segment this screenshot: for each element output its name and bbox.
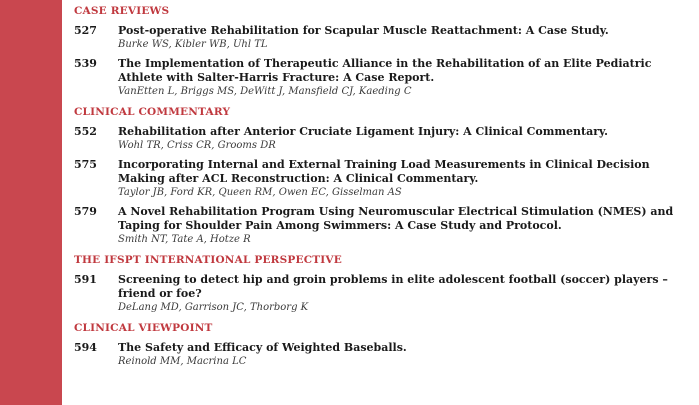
toc-entry[interactable]: [74, 158, 686, 199]
page-number: 591: [74, 273, 97, 286]
section-heading: CLINICAL VIEWPOINT: [74, 322, 213, 334]
side-color-band: [0, 0, 62, 405]
page-number: 539: [74, 57, 97, 70]
toc-entry[interactable]: [74, 24, 686, 51]
article-title[interactable]: The Implementation of Therapeutic Alliance in the Rehabilitation of an Elite Pediatric Athlete with Salter-Harris Fracture: A Case Report.: [118, 57, 652, 84]
section-clinical-viewpoint: [74, 321, 686, 368]
page-number: 594: [74, 341, 97, 354]
section-heading: CASE REVIEWS: [74, 5, 170, 17]
article-authors: Reinold MM, Macrina LC: [118, 356, 247, 367]
toc-entry[interactable]: [74, 205, 686, 246]
section-heading: CLINICAL COMMENTARY: [74, 106, 231, 118]
article-authors: Burke WS, Kibler WB, Uhl TL: [118, 39, 268, 50]
section-clinical-commentary: [74, 105, 686, 246]
page-number: 579: [74, 205, 97, 218]
article-title[interactable]: The Safety and Efficacy of Weighted Baseballs.: [118, 341, 407, 354]
article-authors: DeLang MD, Garrison JC, Thorborg K: [118, 302, 309, 313]
article-title[interactable]: Post-operative Rehabilitation for Scapular Muscle Reattachment: A Case Study.: [118, 24, 609, 37]
section-heading: THE IFSPT INTERNATIONAL PERSPECTIVE: [74, 254, 342, 266]
article-authors: Wohl TR, Criss CR, Grooms DR: [118, 140, 276, 151]
article-title[interactable]: Screening to detect hip and groin problems in elite adolescent football (soccer) players – friend or foe?: [118, 273, 668, 300]
article-authors: Smith NT, Tate A, Hotze R: [118, 234, 251, 245]
page-number: 575: [74, 158, 97, 171]
page-number: 527: [74, 24, 97, 37]
toc-entry[interactable]: [74, 341, 686, 368]
toc-entry[interactable]: [74, 273, 686, 314]
toc-entry[interactable]: [74, 57, 686, 98]
article-title[interactable]: A Novel Rehabilitation Program Using Neuromuscular Electrical Stimulation (NMES) and Taping for Shoulder Pain Among Swimmers: A Case Study and Protocol.: [118, 205, 674, 232]
toc-entry[interactable]: [74, 125, 686, 152]
section-case-reviews: [74, 4, 686, 98]
article-authors: Taylor JB, Ford KR, Queen RM, Owen EC, Gisselman AS: [118, 187, 402, 198]
section-ifspt-international-perspective: [74, 253, 686, 314]
page-number: 552: [74, 125, 97, 138]
article-authors: VanEtten L, Briggs MS, DeWitt J, Mansfield CJ, Kaeding C: [118, 86, 412, 97]
article-title[interactable]: Incorporating Internal and External Training Load Measurements in Clinical Decision Making after ACL Reconstruction: A Clinical Commentary.: [118, 158, 650, 185]
table-of-contents: [74, 4, 686, 375]
article-title[interactable]: Rehabilitation after Anterior Cruciate Ligament Injury: A Clinical Commentary.: [118, 125, 608, 138]
